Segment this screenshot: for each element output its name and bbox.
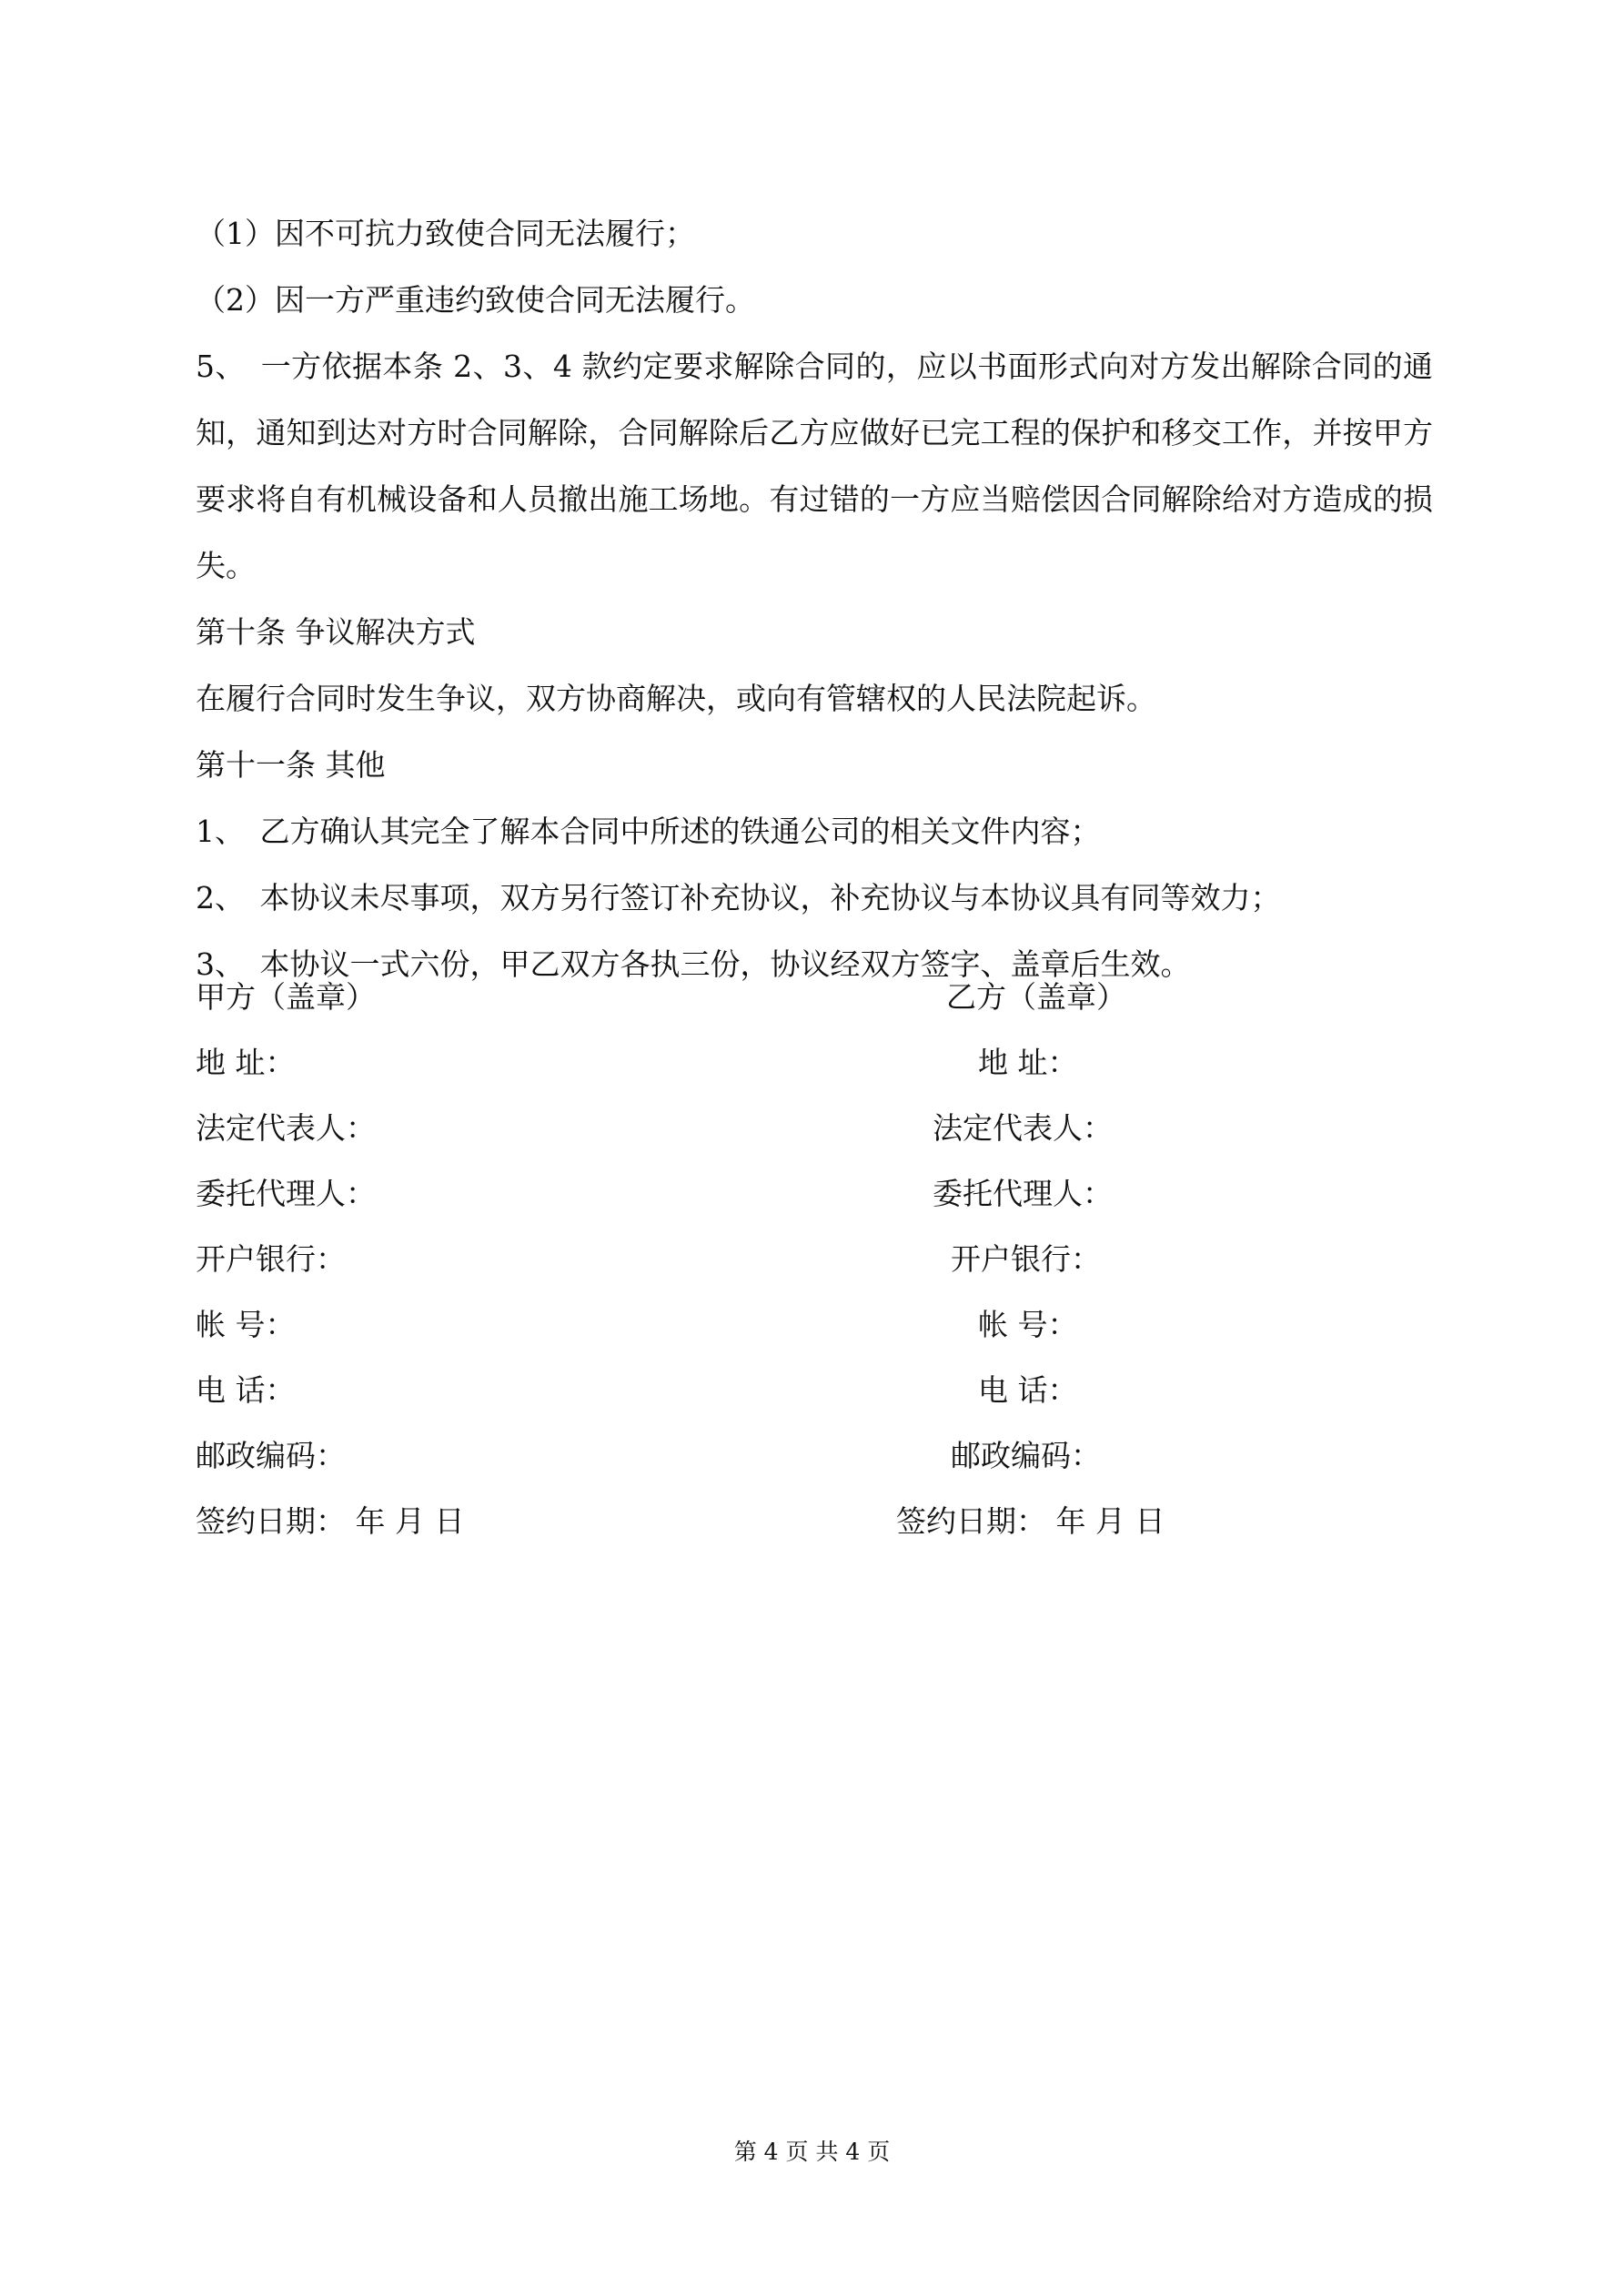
signature-block — [196, 965, 1433, 1554]
agent-row — [196, 1161, 1433, 1227]
party-a-address: 地 址： — [196, 1045, 296, 1080]
phone-row — [196, 1358, 1433, 1423]
article-10-title: 第十条 争议解决方式 — [196, 614, 476, 650]
party-b-title: 乙方（盖章） — [946, 979, 1126, 1015]
party-b-legal-rep: 法定代表人： — [933, 1110, 1113, 1146]
party-a-title: 甲方（盖章） — [196, 979, 376, 1015]
bank-row — [196, 1227, 1433, 1292]
party-b-agent: 委托代理人： — [933, 1176, 1113, 1211]
party-a-phone: 电 话： — [196, 1372, 296, 1408]
party-a-account: 帐 号： — [196, 1307, 296, 1342]
date-row — [196, 1489, 1433, 1554]
article-10-text: 在履行合同时发生争议，双方协商解决，或向有管辖权的人民法院起诉。 — [196, 681, 1156, 716]
party-b-address: 地 址： — [978, 1045, 1078, 1080]
account-row — [196, 1292, 1433, 1358]
clause-line-1: （1）因不可抗力致使合同无法履行； — [196, 216, 695, 251]
page-number-footer: 第 4 页 共 4 页 — [733, 2139, 891, 2165]
party-b-date: 签约日期： 年 月 日 — [896, 1503, 1165, 1539]
postcode-row — [196, 1423, 1433, 1489]
party-title-row — [196, 965, 1433, 1030]
party-b-postcode: 邮政编码： — [951, 1438, 1101, 1473]
party-b-account: 帐 号： — [978, 1307, 1078, 1342]
clause-5-paragraph: 5、 一方依据本条 2、3、4 款约定要求解除合同的，应以书面形式向对方发出解除合同的通知，通知到达对方时合同解除，合同解除后乙方应做好已完工程的保护和移交工作，并按甲方要求将自有机械设备和人员撤出施工场地。有过错的一方应当赔偿因合同解除给对方造成的损失。 — [196, 349, 1433, 583]
party-a-date: 签约日期： 年 月 日 — [196, 1503, 465, 1539]
party-a-postcode: 邮政编码： — [196, 1438, 346, 1473]
party-a-legal-rep: 法定代表人： — [196, 1110, 376, 1146]
party-b-phone: 电 话： — [978, 1372, 1078, 1408]
address-row — [196, 1030, 1433, 1096]
party-b-bank: 开户银行： — [951, 1241, 1101, 1277]
clause-line-2: （2）因一方严重违约致使合同无法履行。 — [196, 282, 755, 318]
party-a-bank: 开户银行： — [196, 1241, 346, 1277]
article-11-title: 第十一条 其他 — [196, 747, 386, 783]
party-a-agent: 委托代理人： — [196, 1176, 376, 1211]
article-11-item-1: 1、 乙方确认其完全了解本合同中所述的铁通公司的相关文件内容； — [196, 814, 1101, 849]
article-11-item-3: 3、 本协议一式六份，甲乙双方各执三份，协议经双方签字、盖章后生效。 — [196, 946, 1191, 982]
contract-body — [196, 200, 1433, 997]
legal-rep-row — [196, 1096, 1433, 1161]
article-11-item-2: 2、 本协议未尽事项，双方另行签订补充协议，补充协议与本协议具有同等效力； — [196, 880, 1281, 915]
